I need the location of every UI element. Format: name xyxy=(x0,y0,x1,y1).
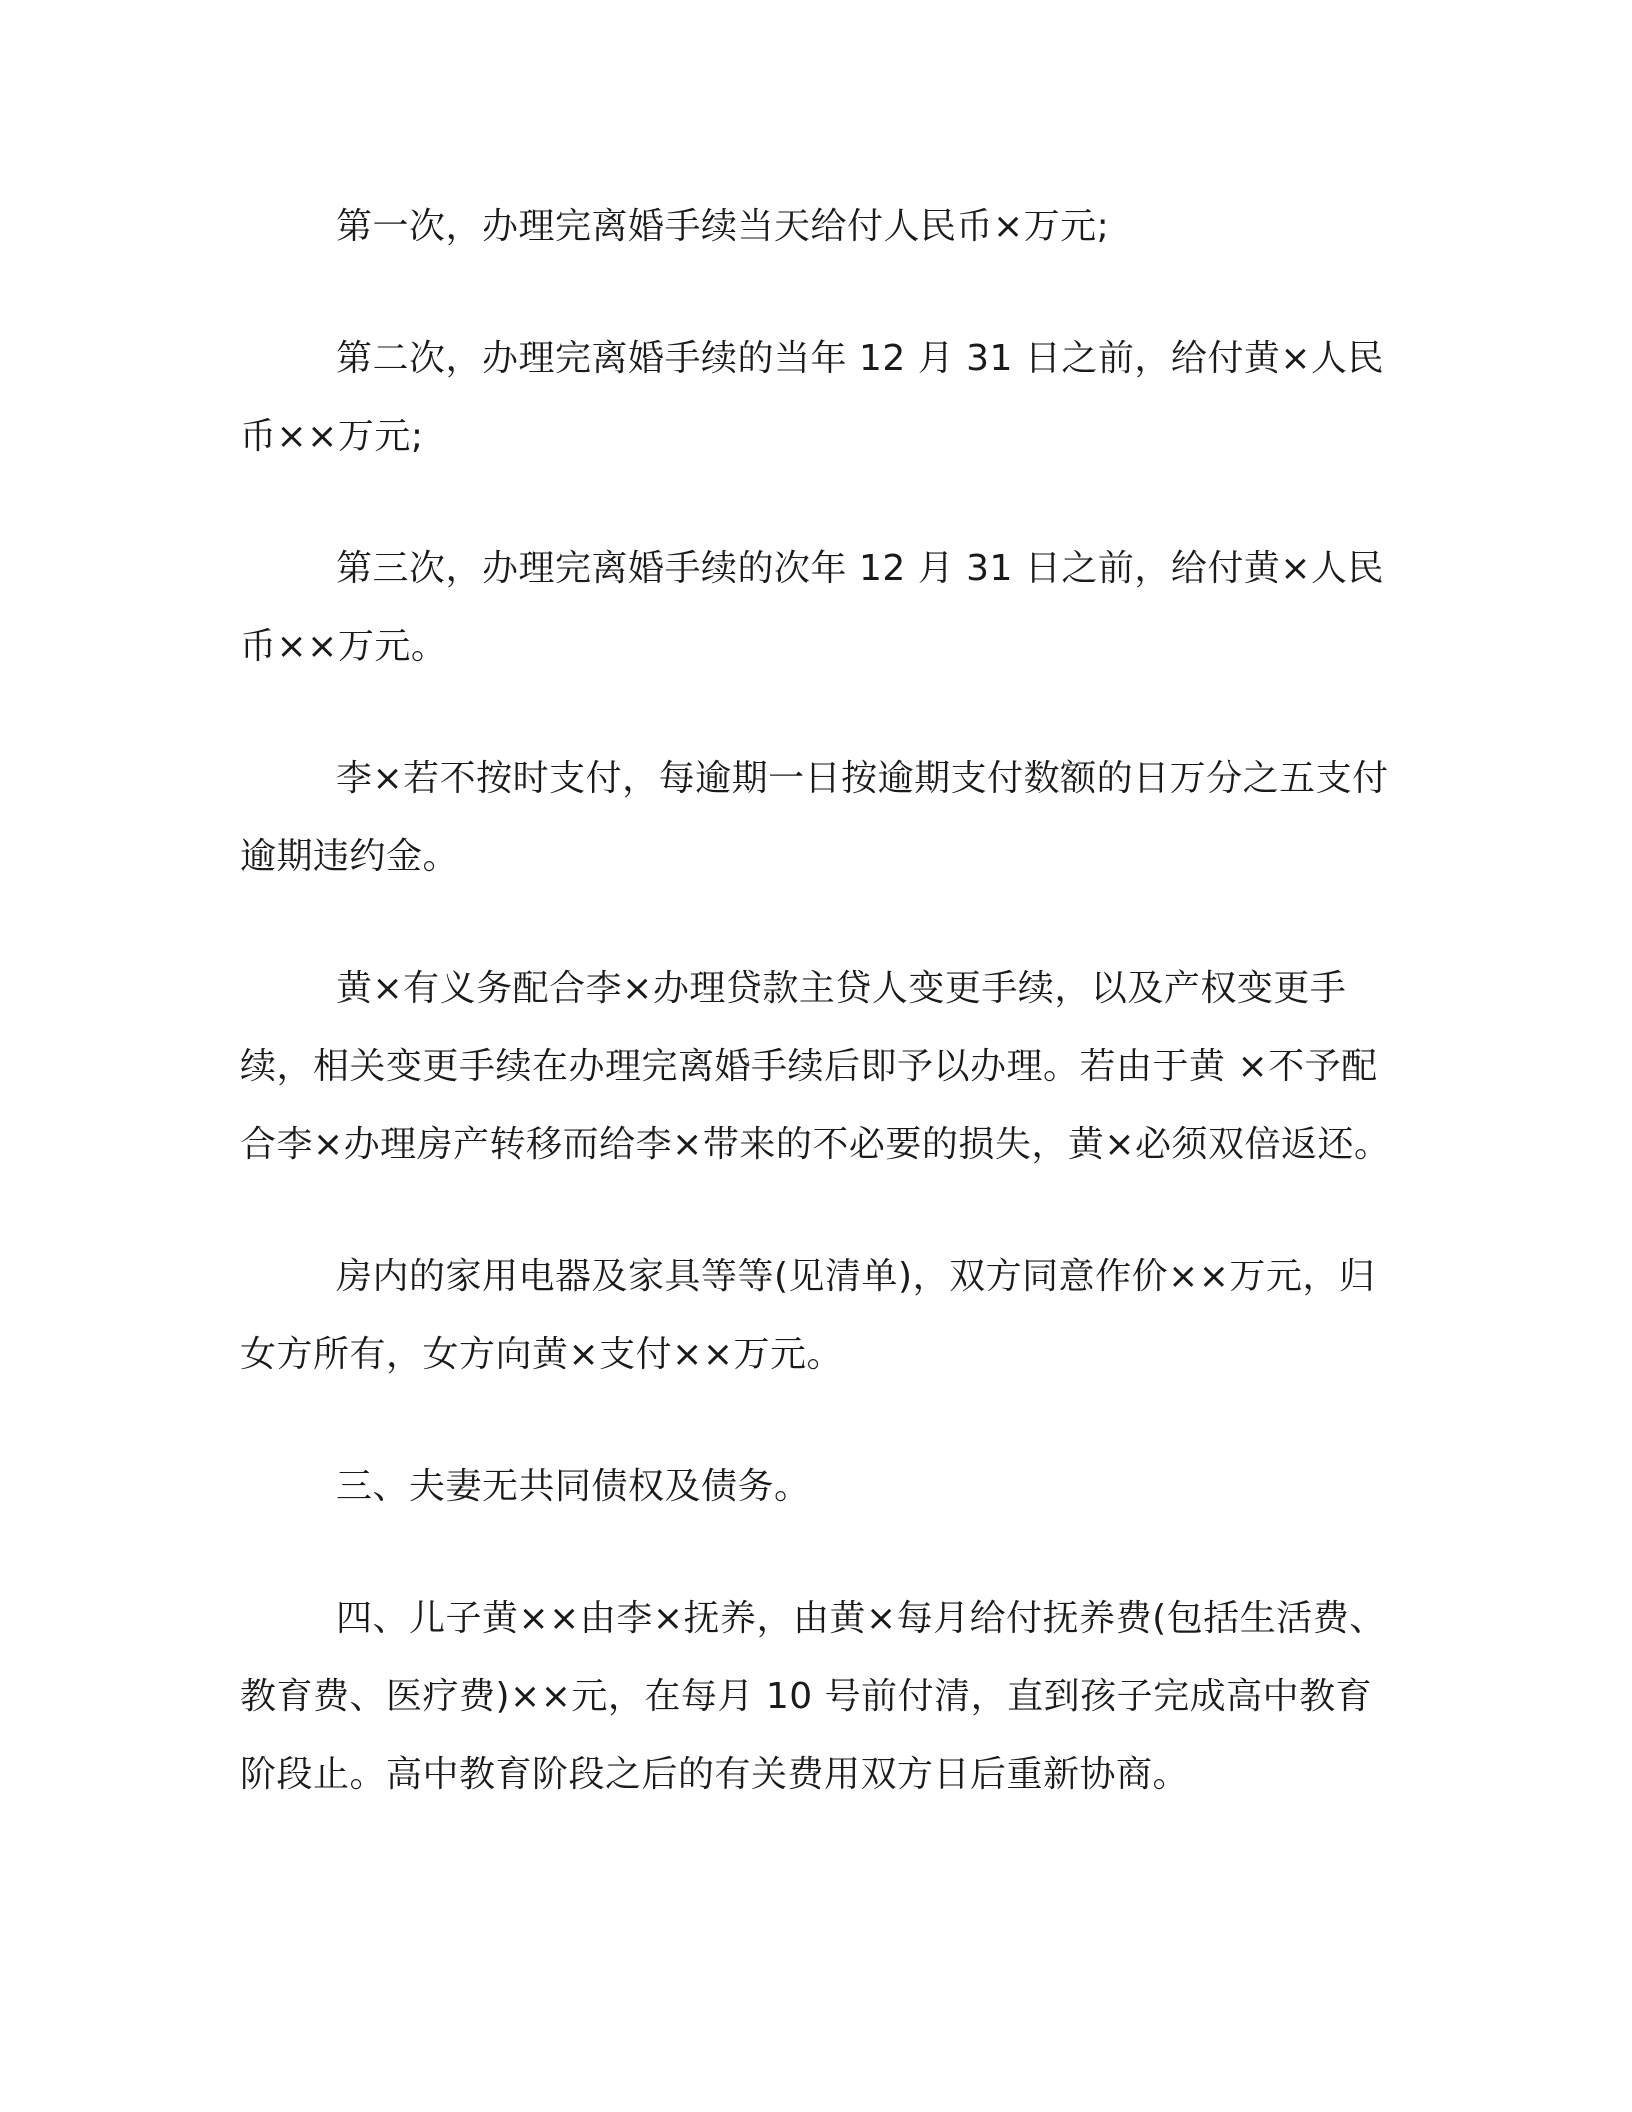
paragraph-third-payment: 第三次，办理完离婚手续的次年 12 月 31 日之前，给付黄×人民币××万元。 xyxy=(240,548,1385,667)
paragraph-no-debts: 三、夫妻无共同债权及债务。 xyxy=(336,1466,811,1507)
paragraph-late-penalty: 李×若不按时支付，每逾期一日按逾期支付数额的日万分之五支付逾期违约金。 xyxy=(240,758,1389,877)
paragraph-furniture-appliances: 房内的家用电器及家具等等(见清单)，双方同意作价××万元，归女方所有，女方向黄×支付××万元。 xyxy=(240,1256,1376,1375)
paragraph-first-payment: 第一次，办理完离婚手续当天给付人民币×万元; xyxy=(336,206,1110,247)
paragraph-second-payment: 第二次，办理完离婚手续的当年 12 月 31 日之前，给付黄×人民币××万元; xyxy=(240,338,1385,457)
paragraph-child-support: 四、儿子黄××由李×抚养，由黄×每月给付抚养费(包括生活费、教育费、医疗费)××元，在每月 10 号前付清，直到孩子完成高中教育阶段止。高中教育阶段之后的有关费用双方日后重新协商。 xyxy=(240,1598,1386,1795)
document-body xyxy=(240,188,1392,1868)
paragraph-transfer-procedure: 黄×有义务配合李×办理贷款主贷人变更手续，以及产权变更手续，相关变更手续在办理完离婚手续后即予以办理。若由于黄 ×不予配合李×办理房产转移而给李×带来的不必要的损失，黄×必须双倍返还。 xyxy=(240,968,1391,1165)
